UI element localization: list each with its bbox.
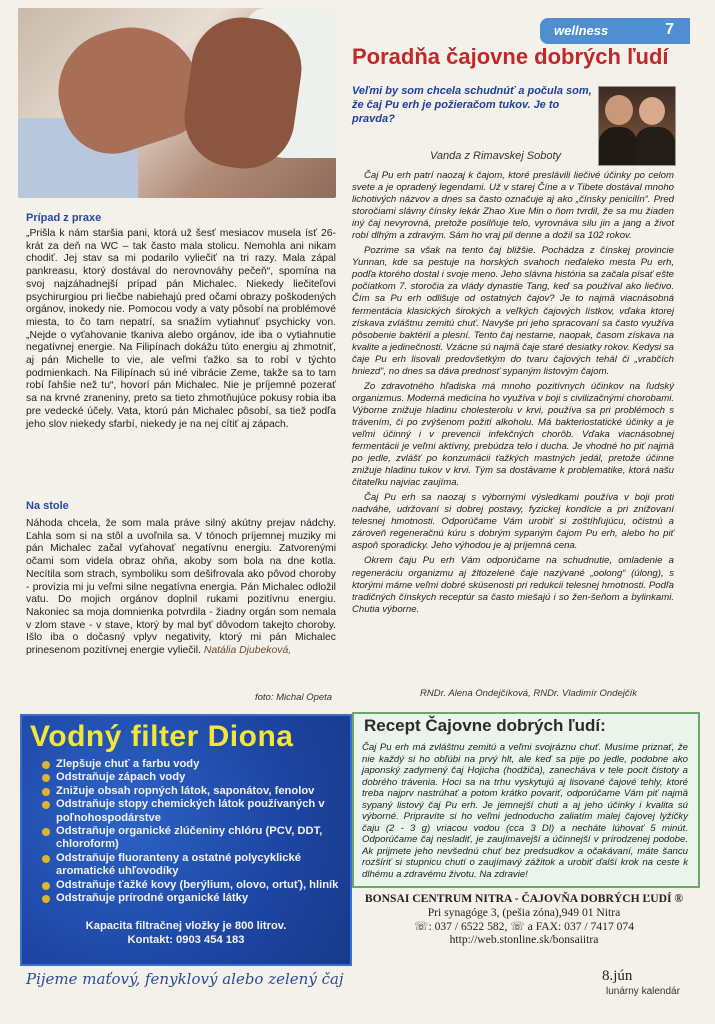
ad-feature: Zlepšuje chuť a farbu vody [42, 758, 342, 771]
page-number: 7 [665, 21, 674, 38]
ad-feature: Odstraňuje zápach vody [42, 771, 342, 784]
answer-paragraph: Pozrime sa však na tento čaj bližšie. Pochádza z čínskej provincie Yunnan, kde sa pestuje na horských svahoch neďaleko mesta Pu erh, podľa ktorého dostal i svoje meno. Jeho slávna história sa začala písať ešte počiatkom 7. storočia za vlády dynastie Tang, keď sa používal ako liečivo. Čím sa Pu erh odlišuje od ostatných čajov? Je to najmä viacnásobná fermentácia klasických širokých a veľkých čajových lístkov, vďaka ktorej získava zvláštnu zemitú chuť. Navyše pri jeho spracovaní sa často využíva pôsobenie baktérií a plesní. Tento čaj nestarne, naopak, časom získava na kvalite a jedinečnosti. Vzácne sú najmä čaje staré desiatky rokov. Kedysi sa čaje Pu erh lisovali predovšetkým do tvaru čajových tehál či „vrabčích hniezd“, no dnes sa dáva prednosť sypaným listovým čajom. [352, 245, 674, 377]
diona-ad [20, 714, 352, 966]
answer-paragraph: Čaj Pu erh sa naozaj s výbornými výsledkami používa v boji proti nadváhe, udržovaní si dobrej postavy, fyzickej kondície a pri znižovaní telesnej hmotnosti. Odporúčame Vám urobiť si zoštíhľujúcu, očistnú a zároveň regeneračnú kúru s dobrým sypaným čajom Pu erh, alebo ho piť aspoň sporadicky. Jeho výhodou je aj príjemná cena. [352, 492, 674, 552]
ad-feature: Odstraňuje fluoranteny a ostatné polycyklické aromatické uhľovodíky [42, 852, 342, 879]
shop-name: BONSAI CENTRUM NITRA - ČAJOVŇA DOBRÝCH ĽUDÍ ® [364, 892, 684, 905]
ad-feature: Odstraňuje organické zlúčeniny chlóru (PCV, DDT, chloroform) [42, 825, 342, 852]
case-text [26, 228, 336, 431]
shop-address: Pri synagóge 3, (pešia zóna),949 01 Nitra [427, 905, 621, 919]
article-authors: RNDr. Alena Ondejčíková, RNDr. Vladimír Ondejčík [420, 688, 637, 699]
heading-table: Na stole [26, 500, 69, 512]
section-label: wellness [554, 23, 609, 38]
recipe-text: Čaj Pu erh má zvláštnu zemitú a veľmi svojráznu chuť. Musíme priznať, že nie každý si ho obľúbi na prvý hlt, ale keď sa pije po jedle, podobne ako japonský zadymený čaj Hojicha (hodžiča), zanecháva v tele pocit čistoty a dobrého trávenia. Hoci sa na trhu vyskytujú aj lisované čajové tehly, ktoré treba najprv nastrúhať a potom krátko povariť, odporúčame Vám piť najmä sypaný listový čaj Pu erh. Je jemnejší chuti a aj jeho účinky i kvalita sú výborné. Pripravíte si ho veľmi jednoducho zaliatím malej čajovej lyžičky čaju (2 - 3 g) vriacou vodou (cca 3 Dl) a necháte lúhovať 5 minút. Odporúčame čaj nesladiť, je zaujímavejší a účinnejší v prírodzenej podobe. Ak prijmete jeho nevšednú chuť bez predsudkov a očakávaní, máte šancu rozšíriť si stupnicu chutí o zaujímavý zážitok a urobiť ďalší krok na ceste k dlhému a zdravému životu. Na zdravie! [362, 742, 688, 881]
question-author: Vanda z Rimavskej Soboty [430, 150, 562, 162]
ad-feature: Znižuje obsah ropných látok, saponátov, fenolov [42, 785, 342, 798]
ad-title: Vodný filter Diona [30, 720, 294, 753]
recipe-title: Recept Čajovne dobrých ľudí: [364, 716, 606, 735]
photo-credit: foto: Michal Opeta [255, 692, 333, 703]
table-paragraph: Náhoda chcela, že som mala práve silný akútny prejav nádchy. Ľahla som si na stôl a uvoľnila sa. V tónoch príjemnej muziky mi pán Michalec začal vyťahovať negatívnu energiu. Zatvorenými očami som videla obraz ohňa, akoby som bola na dne kotla. Necítila som strach, symboliku som dešifrovala ako pôvod choroby - provízia mi ju veľmi silne negatívna energia. Pán Michalec odložil vatu. Do mojich orgánov doplnil rukami pozitívnu energiu. Nakoniec sa moja domnienka potvrdila - žiadny orgán som nemala v zlom stave - v stave, ktorý by mal byť dôvodom takejto choroby. Išlo iba o dočasný vplyv negativity, ktorý mi pán Michalec prinesenom pozitívnej energie vyliečil. [26, 518, 336, 657]
ad-footer [22, 920, 350, 947]
authors-photo [598, 86, 676, 166]
article-answer [352, 170, 674, 619]
article-title: Poradňa čajovne dobrých ľudí [352, 44, 669, 69]
reader-question: Veľmi by som chcela schudnúť a počula som, že čaj Pu erh je požieračom tukov. Je to pravda? [352, 85, 592, 125]
heading-case: Prípad z praxe [26, 212, 102, 224]
date-label: 8.jún [602, 968, 633, 984]
shop-contact [356, 892, 692, 947]
shop-web-link[interactable]: http://web.stonline.sk/bonsaiitra [449, 933, 599, 947]
answer-paragraph: Okrem čaju Pu erh Vám odporúčame na schudnutie, omladenie a regeneráciu organizmu aj žltozelené čaje nazývané „oolong“ (úlong), s ktorými máme veľmi dobré skúsenosti pri redukcii telesnej hmotnosti. Podľa tradičných čínskych receptúr sa často miešajú i so žen-šeňom a bylinkami. Chutia výborne. [352, 555, 674, 615]
ad-feature: Odstraňuje stopy chemických látok používaných v poľnohospodárstve [42, 798, 342, 825]
ad-capacity: Kapacita filtračnej vložky je 800 litrov. [85, 920, 287, 932]
tea-slogan: Pijeme maťový, fenyklový alebo zelený čaj [26, 970, 344, 988]
calendar-label: lunárny kalendár [606, 986, 680, 997]
answer-paragraph: Čaj Pu erh patrí naozaj k čajom, ktoré preslávili liečivé účinky po celom svete a je opradený legendami. Už v starej Číne a v Tibete dostával mnoho lichotivých názvov a dnes sa často označuje aj ako „čínsky penicilín“. Pred storočiami slávny čínsky lekár Zhao Xue Min o ňom tvrdil, že sa mu žiaden iný čaj nevyrovná, pretože posilňuje telo, vyrovnáva silu jin a jang a život robí dlhým a zdravým. Sám ho vraj pil denne a dožil sa 102 rokov. [352, 170, 674, 242]
hands-photo [18, 8, 336, 198]
table-text [26, 518, 336, 658]
section-tab [540, 18, 690, 44]
recipe-box [352, 712, 700, 888]
case-paragraph: „Prišla k nám staršia pani, ktorá už šesť mesiacov musela ísť 26-krát za deň na WC – tak často mala stolicu. Nemohla ani nikam chodiť. Jej stav sa mi podarilo vyliečiť na tri razy. Mala zápal pankreasu, ktorý dostával do nerovnováhy pečeň“, spomína na svoj najzáhadnejší prípad pán Michalec. Niekedy liečiteľovi psychirurgiou pri liečbe nabiehajú pred očami obrazy poškodených orgánov, inokedy nie. Pomocou vody a vaty pôsobí na problémové miesta, to čo tam nepatrí, sa snažím vytiahnuť psychicky von. „Nejde o vyťahovanie tkaniva alebo orgánov, ide iba o vytiahnutie negatívnej energie. Na Filipínach dokážu túto energiu aj zhmotniť, aj pán Michelle to vie, ale veľmi ťažko sa to robí v týchto podmienkach. Na Filipínach sú iné vibrácie Zeme, takže sa to tam robí ľahšie než tu“, hovorí pán Michalec. Nie je príjemné pozerať sa na krvné zraneniny, preto sa tieto zhmotňujúce pokusy robia iba pre vedecké účely. Vata, ktorú pán Michalec pôsobí, sa tiež podľa jeho slov niekedy sfarbí, niekedy je na nej cítiť aj zápach. [26, 228, 336, 430]
shop-phone: ☏: 037 / 6522 582, ☏ a FAX: 037 / 7417 074 [413, 919, 635, 933]
author-signature: Natália Djubeková, [203, 645, 292, 657]
ad-contact: Kontakt: 0903 454 183 [127, 933, 245, 946]
ad-feature: Odstraňuje ťažké kovy (berýlium, olovo, ortuť), hliník [42, 879, 342, 892]
answer-paragraph: Zo zdravotného hľadiska má mnoho pozitívnych účinkov na ľudský organizmus. Moderná medicína ho využíva v boji s civilizačnými chorobami. Výborne znižuje hladinu cholesterolu v krvi, používa sa pri problémoch s trávením, či po zvýšenom požití alkoholu. Má bakteriostatické účinky a je veľmi účinný i v prevencii infekčných chorôb. Vďaka viacnásobnej fermentácii je veľmi aktívny, prebúdza telo i ducha. Je vhodné ho piť najmä po jedle, zvlášť po konzumácii ťažkých mastných jedál, pretože účinne znižuje hladinu tukov v krvi. Tým sa dostávame k problematike, ktorá našu čitateľku najviac zaujíma. [352, 380, 674, 489]
ad-features [42, 758, 342, 905]
ad-feature: Odstraňuje prírodné organické látky [42, 892, 342, 905]
